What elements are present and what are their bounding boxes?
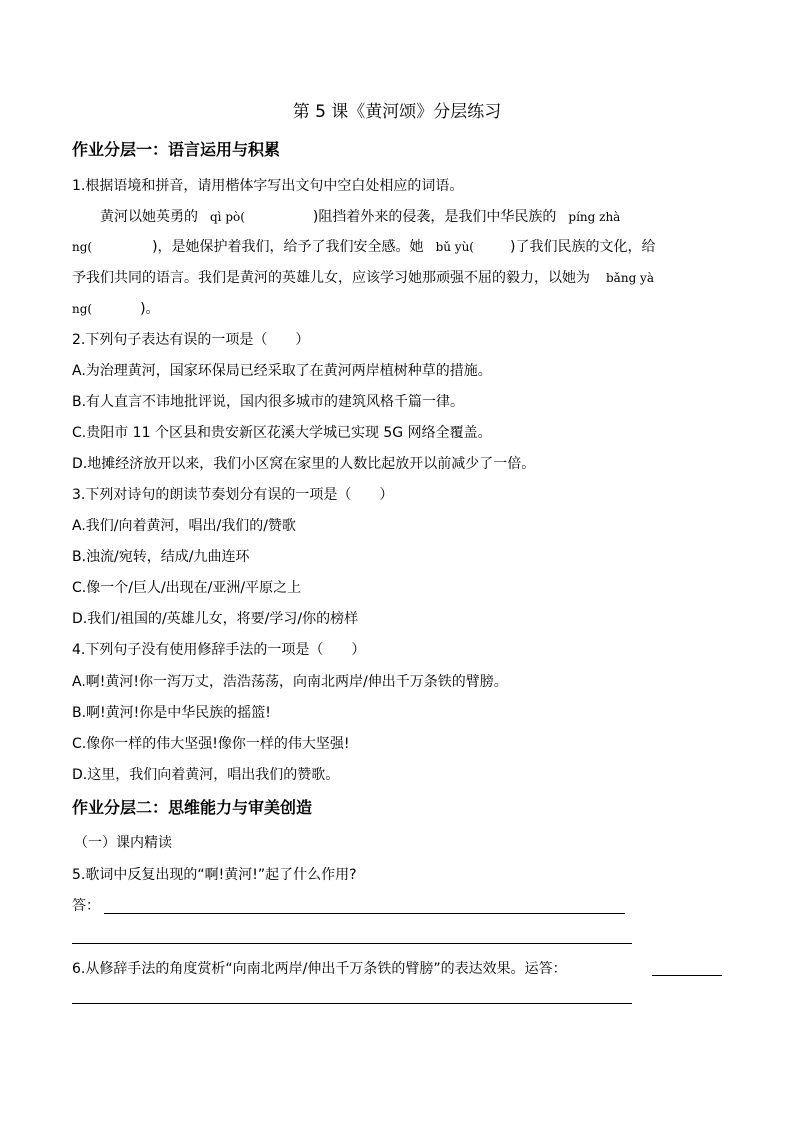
q1-stem: 1.根据语境和拼音，请用楷体字写出文句中空白处相应的词语。: [72, 178, 464, 194]
q3-option-c: C.像一个/巨人/出现在/亚洲/平原之上: [72, 580, 302, 596]
q6-answer-line[interactable]: [72, 1003, 632, 1004]
q1-text: )，是她保护着我们，给予了我们安全感。她: [152, 239, 424, 255]
q3-option-d: D.我们/祖国的/英雄儿女，将要/学习/你的榜样: [72, 611, 359, 627]
q6-answer-line[interactable]: [652, 975, 722, 976]
q2-option-a: A.为治理黄河，国家环保局已经采取了在黄河两岸植树种草的措施。: [72, 363, 492, 379]
section2-subheading: （一）课内精读: [74, 835, 172, 851]
section2-heading: 作业分层二：思维能力与审美创造: [72, 798, 313, 817]
q4-option-c: C.像你一样的伟大坚强!像你一样的伟大坚强!: [72, 736, 350, 752]
q4-option-b: B.啊!黄河!你是中华民族的摇篮!: [72, 705, 271, 721]
q4-option-d: D.这里，我们向着黄河，唱出我们的赞歌。: [72, 767, 340, 783]
q1-text: )。: [140, 301, 160, 317]
q1-text: 黄河以她英勇的: [100, 209, 198, 225]
q5-answer-label: 答：: [72, 898, 100, 914]
q1-text: )阻挡着外来的侵袭，是我们中华民族的: [312, 209, 557, 225]
q2-option-d: D.地摊经济放开以来，我们小区窝在家里的人数比起放开以前减少了一倍。: [72, 456, 536, 472]
q1-pinyin-1: qì pò(: [210, 210, 245, 224]
q2-stem: 2.下列句子表达有误的一项是（ ）: [72, 332, 310, 348]
q1-line4: [72, 299, 160, 319]
q1-text: )了我们民族的文化，给: [509, 239, 656, 255]
q1-pinyin-2-cont: ng(: [72, 240, 93, 254]
q5-answer-line[interactable]: [104, 913, 625, 914]
q1-pinyin-2: píng zhà: [568, 210, 621, 224]
q1-pinyin-4: bǎng yà: [606, 271, 654, 285]
q1-line1: [100, 207, 622, 227]
q6-stem: 6.从修辞手法的角度赏析“向南北两岸/伸出千万条铁的臂膀”的表达效果。运答：: [72, 961, 567, 977]
page-title: 第 5 课《黄河颂》分层练习: [292, 102, 502, 122]
q1-text: 予我们共同的语言。我们是黄河的英雄儿女，应该学习她那顽强不屈的毅力，以她为: [72, 270, 590, 286]
q3-stem: 3.下列对诗句的朗读节奏划分有误的一项是（ ）: [72, 487, 394, 503]
q1-line2: [72, 237, 655, 257]
q2-option-c: C.贵阳市 11 个区县和贵安新区花溪大学城已实现 5G 网络全覆盖。: [72, 425, 492, 441]
q2-option-b: B.有人直言不讳地批评说，国内很多城市的建筑风格千篇一律。: [72, 394, 465, 410]
q1-pinyin-4-cont: ng(: [72, 302, 93, 316]
q4-option-a: A.啊!黄河!你一泻万丈，浩浩荡荡，向南北两岸/伸出千万条铁的臂膀。: [72, 674, 508, 690]
q3-option-b: B.浊流/宛转，结成/九曲连环: [72, 549, 250, 565]
q1-pinyin-3: bǔ yù(: [435, 240, 474, 254]
q5-answer-line[interactable]: [72, 943, 632, 944]
section1-heading: 作业分层一：语言运用与积累: [72, 140, 281, 159]
q5-stem: 5.歌词中反复出现的“啊!黄河!”起了什么作用?: [72, 867, 357, 883]
q1-line3: [72, 268, 656, 288]
q4-stem: 4.下列句子没有使用修辞手法的一项是（ ）: [72, 642, 366, 658]
q3-option-a: A.我们/向着黄河，唱出/我们的/赞歌: [72, 518, 296, 534]
